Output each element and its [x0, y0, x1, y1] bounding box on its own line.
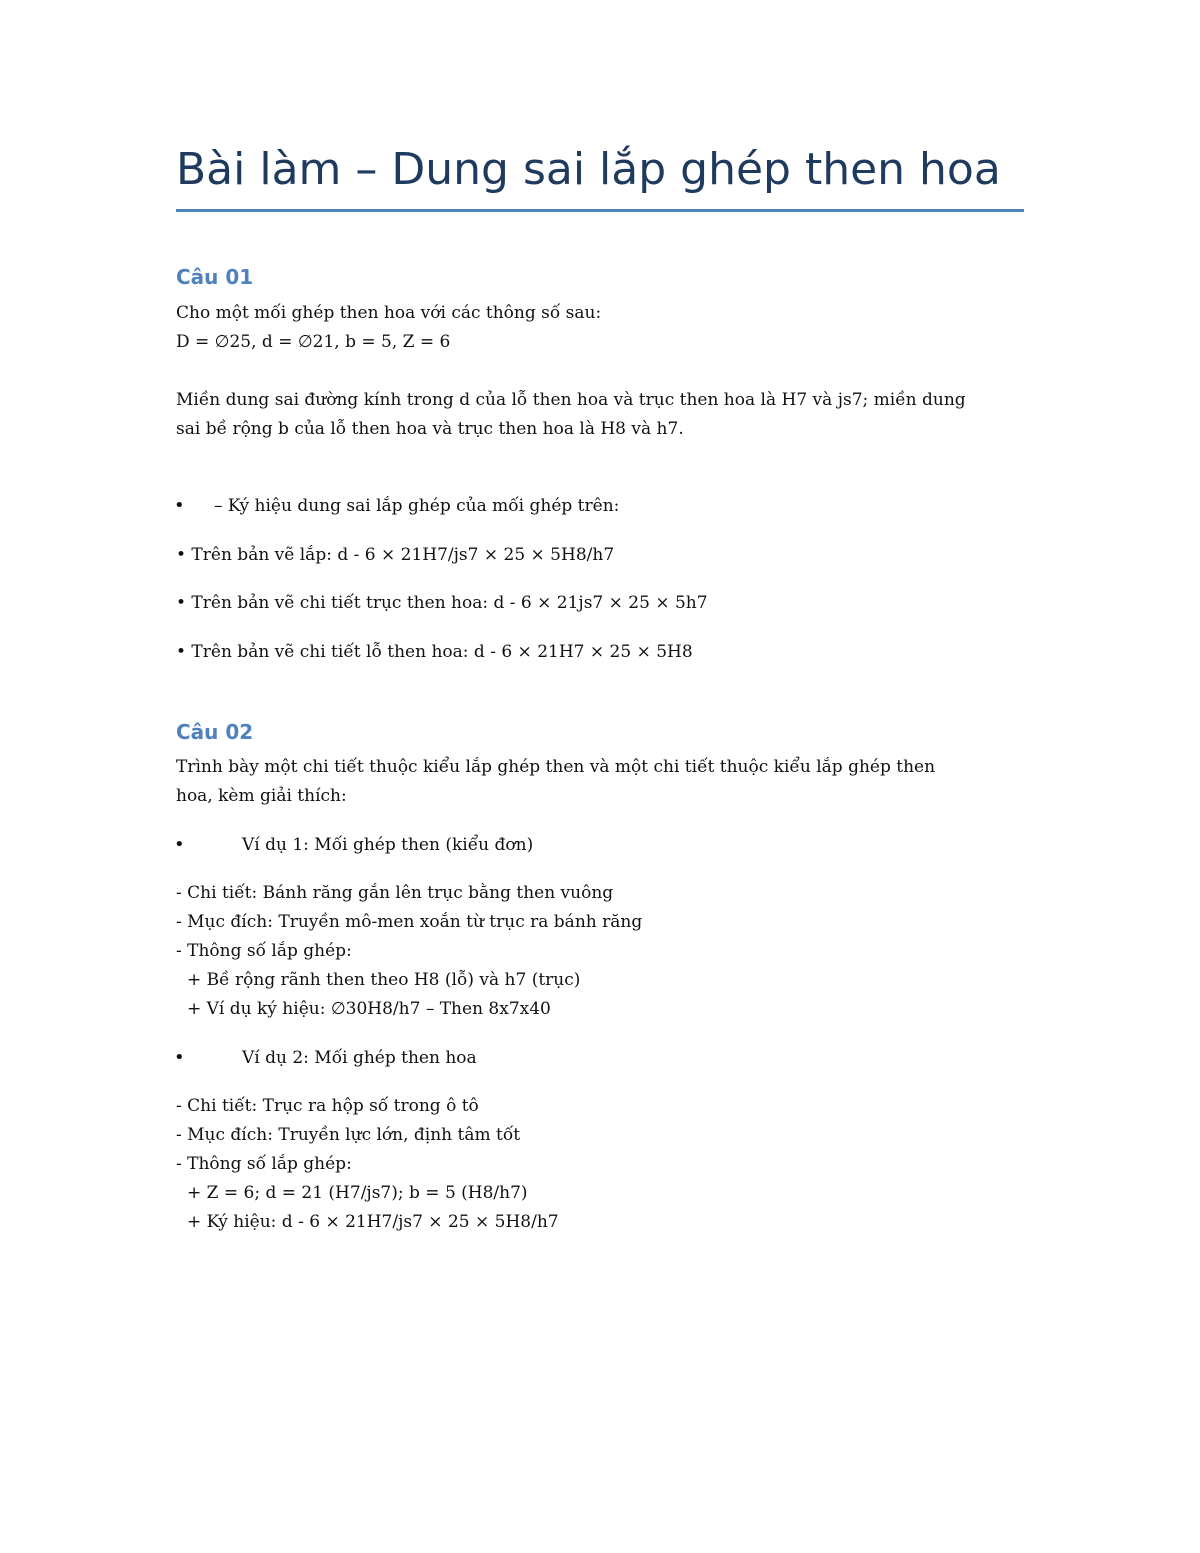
example-1-line: - Chi tiết: Bánh răng gắn lên trục bằng then vuông — [176, 883, 614, 903]
bullet-icon: • — [174, 495, 185, 516]
list-item: • Trên bản vẽ lắp: d - 6 × 21H7/js7 × 25 × 5H8/h7 — [176, 545, 615, 565]
bullet-icon: • — [174, 1047, 185, 1068]
example-1-title: Ví dụ 1: Mối ghép then (kiểu đơn) — [242, 835, 534, 855]
example-1-line: + Bề rộng rãnh then theo H8 (lỗ) và h7 (trục) — [187, 970, 581, 990]
example-1-line: - Mục đích: Truyền mô-men xoắn từ trục ra bánh răng — [176, 912, 643, 932]
document-title: Bài làm – Dung sai lắp ghép then hoa — [176, 144, 1001, 195]
question-1-bullet: – Ký hiệu dung sai lắp ghép của mối ghép trên: — [214, 496, 620, 516]
question-2-intro-line-1: Trình bày một chi tiết thuộc kiểu lắp ghép then và một chi tiết thuộc kiểu lắp ghép then — [176, 757, 936, 777]
bullet-icon: • — [174, 834, 185, 855]
example-2-line: - Thông số lắp ghép: — [176, 1154, 352, 1174]
question-1-desc-line-2: sai bề rộng b của lỗ then hoa và trục then hoa là H8 và h7. — [176, 419, 684, 439]
example-1-line: + Ví dụ ký hiệu: ∅30H8/h7 – Then 8x7x40 — [187, 999, 551, 1019]
list-item: • Trên bản vẽ chi tiết trục then hoa: d - 6 × 21js7 × 25 × 5h7 — [176, 593, 708, 613]
question-1-intro: Cho một mối ghép then hoa với các thông số sau: — [176, 303, 602, 323]
example-2-line: + Z = 6; d = 21 (H7/js7); b = 5 (H8/h7) — [187, 1183, 528, 1203]
question-1-desc-line-1: Miền dung sai đường kính trong d của lỗ then hoa và trục then hoa là H7 và js7; miền dung — [176, 390, 966, 410]
question-2-intro-line-2: hoa, kèm giải thích: — [176, 786, 347, 806]
example-2-line: - Mục đích: Truyền lực lớn, định tâm tốt — [176, 1125, 521, 1145]
question-1-heading: Câu 01 — [176, 265, 254, 289]
example-2-line: - Chi tiết: Trục ra hộp số trong ô tô — [176, 1096, 479, 1116]
question-2-heading: Câu 02 — [176, 720, 254, 744]
title-underline — [176, 209, 1024, 212]
example-2-title: Ví dụ 2: Mối ghép then hoa — [242, 1048, 477, 1068]
list-item: • Trên bản vẽ chi tiết lỗ then hoa: d - 6 × 21H7 × 25 × 5H8 — [176, 642, 693, 662]
example-1-line: - Thông số lắp ghép: — [176, 941, 352, 961]
question-1-params: D = ∅25, d = ∅21, b = 5, Z = 6 — [176, 332, 451, 352]
example-2-line: + Ký hiệu: d - 6 × 21H7/js7 × 25 × 5H8/h7 — [187, 1212, 559, 1232]
